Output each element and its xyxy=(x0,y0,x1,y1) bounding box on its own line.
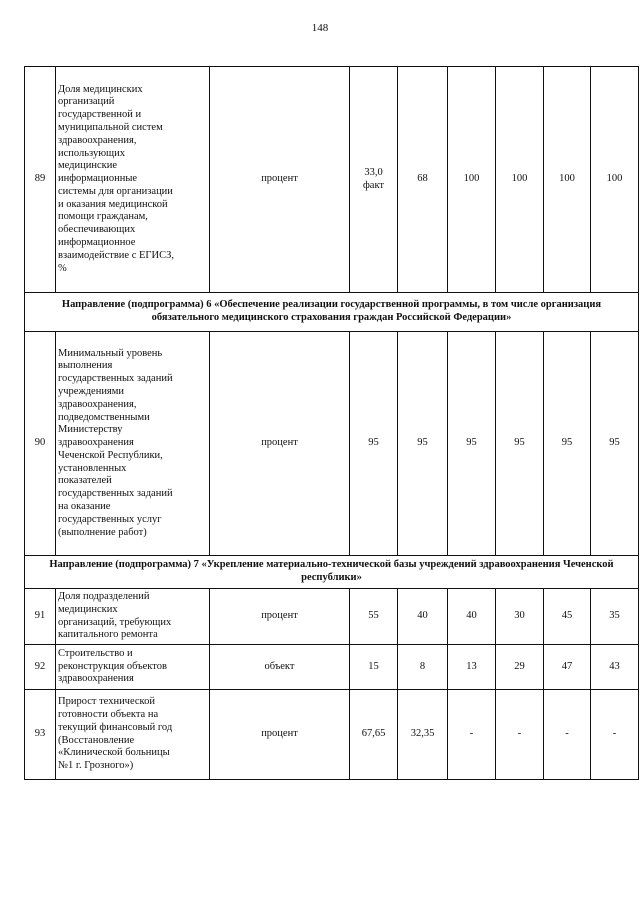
value-cell: 67,65 xyxy=(350,690,398,780)
page-number: 148 xyxy=(311,22,329,34)
value-cell: 43 xyxy=(591,645,639,690)
value-cell: - xyxy=(496,690,544,780)
indicator-name: Доля медицинских организаций государственной и муниципальной систем здравоохранения, использующих медицинские информационные системы для организации и оказания медицинской помощи гражданам, обеспечивающих информационное взаимодействие с ЕГИСЗ, % xyxy=(56,67,210,293)
value-cell: 68 xyxy=(398,67,448,293)
value-cell: 32,35 xyxy=(398,690,448,780)
value-cell: - xyxy=(544,690,591,780)
value-cell: 95 xyxy=(496,332,544,556)
value-cell: - xyxy=(448,690,496,780)
value-cell: 100 xyxy=(544,67,591,293)
value-cell: 100 xyxy=(496,67,544,293)
value-cell: 95 xyxy=(544,332,591,556)
row-number: 89 xyxy=(25,67,56,293)
table-row xyxy=(25,332,639,556)
unit-of-measure: процент xyxy=(210,332,350,556)
section-row xyxy=(25,556,639,589)
indicator-name: Строительство и реконструкция объектов здравоохранения xyxy=(56,645,210,690)
table-row xyxy=(25,589,639,645)
value-cell: 55 xyxy=(350,589,398,645)
unit-of-measure: объект xyxy=(210,645,350,690)
value-cell: 35 xyxy=(591,589,639,645)
table-row xyxy=(25,645,639,690)
value-cell: 33,0 факт xyxy=(350,67,398,293)
value-cell: 15 xyxy=(350,645,398,690)
value-cell: 30 xyxy=(496,589,544,645)
value-cell: 100 xyxy=(448,67,496,293)
row-number: 92 xyxy=(25,645,56,690)
table-row xyxy=(25,690,639,780)
section-heading: Направление (подпрограмма) 6 «Обеспечение реализации государственной программы, в том числе организация обязательного медицинского страхования граждан Российской Федерации» xyxy=(25,293,639,332)
value-cell: 47 xyxy=(544,645,591,690)
value-cell: 95 xyxy=(398,332,448,556)
value-cell: 45 xyxy=(544,589,591,645)
row-number: 90 xyxy=(25,332,56,556)
unit-of-measure: процент xyxy=(210,690,350,780)
value-cell: 13 xyxy=(448,645,496,690)
value-cell: 100 xyxy=(591,67,639,293)
unit-of-measure: процент xyxy=(210,67,350,293)
value-cell: - xyxy=(591,690,639,780)
unit-of-measure: процент xyxy=(210,589,350,645)
value-cell: 95 xyxy=(591,332,639,556)
indicator-name: Минимальный уровень выполнения государственных заданий учреждениями здравоохранения, подведомственными Министерству здравоохранения Чеченской Республики, установленных показателей государственных заданий на оказание государственных услуг (выполнение работ) xyxy=(56,332,210,556)
indicator-name: Доля подразделений медицинских организаций, требующих капитального ремонта xyxy=(56,589,210,645)
value-cell: 95 xyxy=(448,332,496,556)
value-cell: 95 xyxy=(350,332,398,556)
table-row xyxy=(25,67,639,293)
value-cell: 40 xyxy=(448,589,496,645)
row-number: 91 xyxy=(25,589,56,645)
value-cell: 29 xyxy=(496,645,544,690)
section-row xyxy=(25,293,639,332)
section-heading: Направление (подпрограмма) 7 «Укрепление материально-технической базы учреждений здравоохранения Чеченской республики» xyxy=(25,556,639,589)
value-cell: 40 xyxy=(398,589,448,645)
indicator-name: Прирост технической готовности объекта на текущий финансовый год (Восстановление «Клинической больницы №1 г. Грозного») xyxy=(56,690,210,780)
value-cell: 8 xyxy=(398,645,448,690)
row-number: 93 xyxy=(25,690,56,780)
indicators-table xyxy=(24,66,639,780)
